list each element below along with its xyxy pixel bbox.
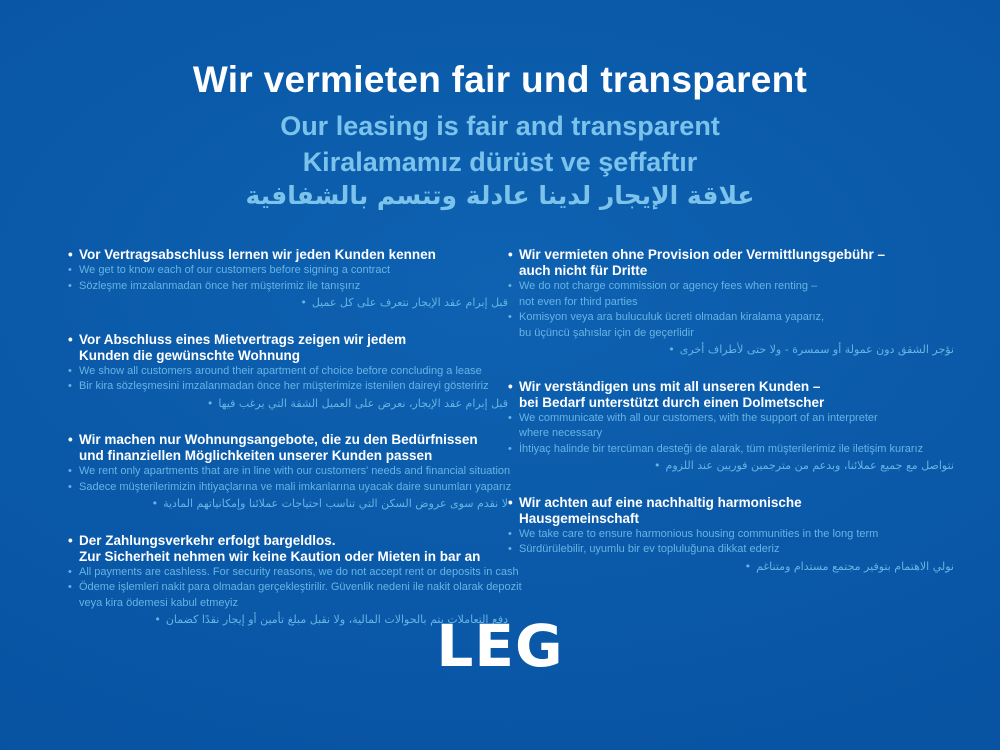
bullet-icon: • bbox=[744, 559, 752, 573]
de-line bbox=[68, 448, 508, 464]
info-item bbox=[508, 379, 954, 474]
tr-line bbox=[508, 442, 954, 458]
tr-line bbox=[508, 326, 954, 342]
bullet-icon: • bbox=[68, 364, 72, 377]
de-text: bei Bedarf unterstützt durch einen Dolmetscher bbox=[519, 394, 825, 410]
de-text: und finanziellen Möglichkeiten unserer Kunden passen bbox=[79, 448, 433, 463]
tr-line bbox=[508, 310, 954, 326]
tr-line bbox=[68, 580, 522, 596]
en-line bbox=[508, 279, 954, 295]
bullet-icon: • bbox=[508, 527, 512, 540]
en-text: We show all customers around their apartment of choice before concluding a lease bbox=[79, 364, 482, 377]
de-line bbox=[508, 395, 954, 411]
bullet-icon: • bbox=[154, 613, 161, 626]
ar-line bbox=[508, 342, 954, 358]
tr-text: Komisyon veya ara buluculuk ücreti olmadan kiralama yaparız, bbox=[519, 311, 825, 323]
de-text: Hausgemeinschaft bbox=[519, 510, 640, 526]
tr-text: Sürdürülebilir, uyumlu bir ev topluluğuna dikkat ederiz bbox=[519, 543, 780, 555]
ar-text: قبل إبرام عقد الإيجار نتعرف على كل عميل bbox=[311, 296, 508, 309]
bullet-icon: • bbox=[68, 480, 72, 493]
bullet-icon: • bbox=[508, 247, 513, 262]
en-line bbox=[68, 565, 519, 581]
title-german: Wir vermieten fair und transparent bbox=[192, 59, 808, 100]
en-line bbox=[68, 364, 508, 380]
bullet-icon: • bbox=[68, 565, 72, 578]
bullet-icon: • bbox=[206, 396, 214, 410]
en-line bbox=[508, 411, 954, 427]
en-text: not even for third parties bbox=[519, 295, 638, 308]
de-text: Vor Abschluss eines Mietvertrags zeigen wir jedem bbox=[79, 331, 407, 347]
tr-line bbox=[508, 542, 954, 558]
de-line bbox=[68, 348, 508, 364]
bullet-icon: • bbox=[68, 279, 72, 292]
en-text: We do not charge commission or agency fees when renting – bbox=[519, 280, 818, 292]
tr-line bbox=[68, 379, 508, 395]
tr-text: Bir kira sözleşmesini imzalanmadan önce her müşterimize istenilen daireyi gösteririz bbox=[79, 380, 489, 392]
de-text: Wir verständigen uns mit all unseren Kunden – bbox=[519, 378, 821, 394]
en-text: We rent only apartments that are in line with our customers' needs and financial situation bbox=[79, 465, 511, 477]
bullet-icon: • bbox=[654, 459, 661, 472]
bullet-icon: • bbox=[508, 311, 512, 323]
en-line bbox=[508, 527, 954, 543]
bullet-icon: • bbox=[508, 378, 513, 394]
ar-line bbox=[68, 396, 508, 412]
de-text: Zur Sicherheit nehmen wir keine Kaution oder Mieten in bar an bbox=[79, 548, 481, 564]
bullet-icon: • bbox=[68, 465, 72, 477]
en-text: All payments are cashless. For security reasons, we do not accept rent or deposits in cash bbox=[79, 565, 519, 578]
tr-text: İhtiyaç halinde bir tercüman desteği de alarak, tüm müşterilerimiz ile iletişim kurarız bbox=[519, 442, 924, 455]
poster-header bbox=[0, 0, 1000, 211]
info-item bbox=[68, 247, 508, 311]
de-line bbox=[68, 533, 508, 549]
tr-text: bu üçüncü şahıslar için de geçerlidir bbox=[519, 326, 694, 339]
de-line bbox=[508, 379, 954, 395]
de-line bbox=[508, 247, 954, 263]
bullet-icon: • bbox=[508, 494, 513, 510]
de-text: Wir machen nur Wohnungsangebote, die zu den Bedürfnissen bbox=[79, 432, 478, 447]
tr-text: Sadece müşterilerimizin ihtiyaçlarına ve mali imkanlarına uyacak daire sunumları yaparız bbox=[79, 480, 512, 493]
bullet-icon: • bbox=[508, 442, 512, 455]
tr-text: Sözleşme imzalanmadan önce her müşterimiz ile tanışırız bbox=[79, 279, 361, 292]
poster-footer bbox=[0, 612, 1000, 680]
en-line bbox=[68, 464, 511, 480]
subtitle-arabic: علاقة الإيجار لدينا عادلة وتتسم بالشفافية bbox=[245, 181, 755, 210]
tr-line bbox=[68, 279, 508, 295]
bullet-icon: • bbox=[68, 331, 73, 347]
info-item bbox=[68, 332, 508, 412]
bullet-icon: • bbox=[68, 380, 72, 392]
column-left bbox=[68, 247, 522, 649]
ar-text: لا نقدم سوى عروض السكن التي تناسب احتياجات عملائنا وإمكانياتهم المادية bbox=[163, 497, 508, 510]
de-text: Der Zahlungsverkehr erfolgt bargeldlos. bbox=[79, 532, 336, 548]
bullet-icon: • bbox=[300, 296, 307, 309]
en-text: We take care to ensure harmonious housing communities in the long term bbox=[519, 527, 879, 540]
leg-logo: LEG bbox=[436, 612, 564, 680]
bullet-icon: • bbox=[68, 432, 73, 447]
tr-line bbox=[68, 596, 508, 612]
ar-line bbox=[508, 559, 954, 575]
info-item bbox=[508, 247, 954, 358]
ar-text: دفع التعاملات يتم بالحوالات المالية، ولا نقبل مبلغ تأمين أو إيجار نقدًا كضمان bbox=[165, 613, 508, 626]
de-text: Wir achten auf eine nachhaltig harmonische bbox=[519, 494, 802, 510]
subtitle-turkish: Kiralamamız dürüst ve şeffaftır bbox=[302, 147, 698, 177]
bullet-icon: • bbox=[68, 247, 73, 262]
bullet-icon: • bbox=[508, 543, 512, 555]
en-line bbox=[68, 263, 508, 279]
ar-text: نتواصل مع جميع عملائنا، وبدعم من مترجمين فوريين عند اللزوم bbox=[665, 459, 954, 472]
bullet-columns bbox=[0, 247, 1000, 649]
de-line bbox=[68, 332, 508, 348]
en-line bbox=[508, 295, 954, 311]
de-text: Wir vermieten ohne Provision oder Vermittlungsgebühr – bbox=[519, 247, 885, 262]
ar-line bbox=[68, 496, 508, 512]
bullet-icon: • bbox=[668, 343, 675, 356]
de-text: Vor Vertragsabschluss lernen wir jeden Kunden kennen bbox=[79, 247, 436, 262]
info-item bbox=[508, 495, 954, 575]
bullet-icon: • bbox=[151, 497, 159, 510]
en-text: where necessary bbox=[519, 427, 603, 439]
tr-text: Ödeme işlemleri nakit para olmadan gerçekleştirilir. Güvenlik nedeni ile nakit olarak depozit bbox=[79, 581, 522, 593]
ar-line bbox=[508, 458, 954, 474]
en-text: We get to know each of our customers before signing a contract bbox=[79, 264, 391, 276]
ar-line bbox=[68, 295, 508, 311]
en-line bbox=[508, 426, 954, 442]
info-item bbox=[68, 432, 512, 512]
subtitle-english: Our leasing is fair and transparent bbox=[280, 111, 720, 141]
de-line bbox=[508, 495, 954, 511]
tr-line bbox=[68, 480, 512, 496]
ar-text: نولي الاهتمام بتوفير مجتمع مستدام ومتناغم bbox=[756, 559, 954, 573]
de-text: auch nicht für Dritte bbox=[519, 263, 648, 278]
de-text: Kunden die gewünschte Wohnung bbox=[79, 347, 300, 363]
ar-text: نؤجر الشقق دون عمولة أو سمسرة - ولا حتى لأطراف أخرى bbox=[679, 343, 954, 356]
de-line bbox=[68, 549, 508, 565]
de-line bbox=[68, 247, 508, 263]
de-line bbox=[508, 511, 954, 527]
bullet-icon: • bbox=[68, 581, 72, 593]
bullet-icon: • bbox=[508, 411, 512, 424]
tr-text: veya kira ödemesi kabul etmeyiz bbox=[79, 596, 238, 609]
de-line bbox=[508, 263, 954, 279]
bullet-icon: • bbox=[68, 264, 72, 276]
bullet-icon: • bbox=[508, 280, 512, 292]
de-line bbox=[68, 432, 508, 448]
ar-text: قبل إبرام عقد الإيجار، نعرض على العميل الشقة التي يرغب فيها bbox=[218, 396, 508, 410]
en-text: We communicate with all our customers, with the support of an interpreter bbox=[519, 411, 878, 424]
bullet-icon: • bbox=[68, 532, 73, 548]
column-right bbox=[508, 247, 954, 649]
